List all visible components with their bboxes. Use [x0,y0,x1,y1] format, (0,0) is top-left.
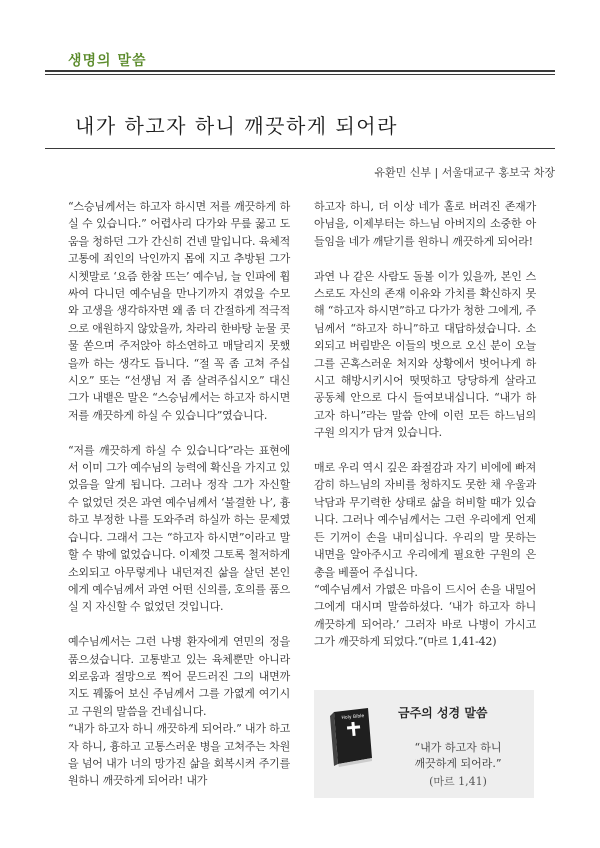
paragraph: 매로 우리 역시 깊은 좌절감과 자기 비에에 빠져 감히 하느님의 자비를 청하지도 못한 채 우울과 낙담과 무기력한 상태로 삶을 허비할 때가 있습니다. 그러나 예수님께서는 그런 우리에게 언제든 기꺼이 손을 내미십니다. 우리의 말 못하는 내면을 알아주시고 우리에게 필요한 구원의 은총을 베풀어 주십니다. [314,461,536,579]
weekly-verse-box [314,690,534,798]
bible-icon [322,704,378,768]
quote-line: 깨끗하게 되어라.” [414,756,502,770]
right-column [314,198,536,651]
article-byline: 유환민 신부 | 서울대교구 홍보국 차장 [374,166,555,179]
weekly-verse-quote [388,740,528,771]
bible-cover-label: Holy Bible [341,714,365,721]
paragraph: “예수님께서 가엾은 마음이 드시어 손을 내밀어 그에게 대시며 말씀하셨다. ‘내가 하고자 하니 깨끗하게 되어라.’ 그러자 바로 나병이 가시고 그가 깨끗하게 되었다.”(마르 1,41-42) [314,582,536,649]
paragraph: “저를 깨끗하게 하실 수 있습니다”라는 표현에서 이미 그가 예수님의 능력에 확신을 가지고 있었음을 알게 됩니다. 그러나 정작 그가 자신할 수 없었던 것은 과연 예수님께서 ‘불결한 나’, 흉하고 부정한 나를 도와주려 하실까 하는 문제였습니다. 그래서 그는 “하고자 하시면”이라고 말할 수 밖에 없었습니다. 이제껏 그토록 철저하게 소외되고 아무렇게나 내던져진 삶을 살던 본인에게 예수님께서 과연 어떤 신의를, 호의를 품으실 지 자신할 수 없었던 것입니다. [68,443,290,614]
quote-line: “내가 하고자 하니 [414,741,502,754]
left-column [68,198,290,790]
weekly-verse-title: 금주의 성경 말씀 [398,706,488,720]
header-rule-thin [45,74,555,75]
section-label: 생명의 말씀 [68,53,147,69]
header-rule [45,70,555,72]
paragraph: “내가 하고자 하니 깨끗하게 되어라.” 내가 하고자 하니, 흉하고 고통스러운 병을 고쳐주는 차원을 넘어 내가 너의 망가진 삶을 회복시켜 주기를 원하니 깨끗하게 되어라! 내가 [68,722,290,788]
paragraph: 하고자 하니, 더 이상 네가 홀로 버려진 존재가 아님을, 이제부터는 하느님 아버지의 소중한 아들임을 네가 깨닫기를 원하니 깨끗하게 되어라! [314,200,536,248]
article-title: 내가 하고자 하니 깨끗하게 되어라 [75,114,398,138]
paragraph: 과연 나 같은 사람도 돌볼 이가 있을까, 본인 스스로도 자신의 존재 이유와 가치를 확신하지 못해 “하고자 하시면”하고 다가가 청한 그에게, 주님께서 “하고자 하니”하고 대답하셨습니다. 소외되고 버림받은 이들의 벗으로 오신 분이 오늘 그를 곤혹스러운 처지와 상황에서 벗어나게 하시고 해방시키시어 떳떳하고 당당하게 살라고 공동체 안으로 다시 들여보내십니다. “내가 하고자 하니”라는 말씀 안에 이런 모든 하느님의 구원 의지가 담겨 있습니다. [314,269,536,440]
title-rule [45,148,555,149]
paragraph: “스승님께서는 하고자 하시면 저를 깨끗하게 하실 수 있습니다.” 어렵사리 다가와 무릎 꿇고 도움을 청하던 그가 간신히 건넨 말입니다. 육체적 고통에 죄인의 낙인까지 몸에 지고 추방된 그가 시쳇말로 ‘요즘 한참 뜨는’ 예수님, 늘 인파에 휩싸여 다니던 예수님을 만나기까지 겪었을 수모와 고생을 생각하자면 왜 좀 더 간절하게 적극적으로 애원하지 않았을까, 차라리 한바탕 눈물 콧물 쏟으며 주저앉아 하소연하고 매달리지 못했을까 하는 생각도 듭니다. “절 꼭 좀 고쳐 주십시오” 또는 “선생님 저 좀 살려주십시오” 대신 그가 내뱉은 말은 “스승님께서는 하고자 하시면 저를 깨끗하게 하실 수 있습니다”였습니다. [68,200,290,422]
weekly-verse-reference: (마르 1,41) [429,775,487,788]
paragraph: 예수님께서는 그런 나병 환자에게 연민의 정을 품으셨습니다. 고통받고 있는 육체뿐만 아니라 외로움과 절망으로 찍어 문드러진 그의 내면까지도 꿰뚫어 보신 주님께서 그를 가엾게 여기시고 구원의 말씀을 건네십니다. [68,635,290,718]
